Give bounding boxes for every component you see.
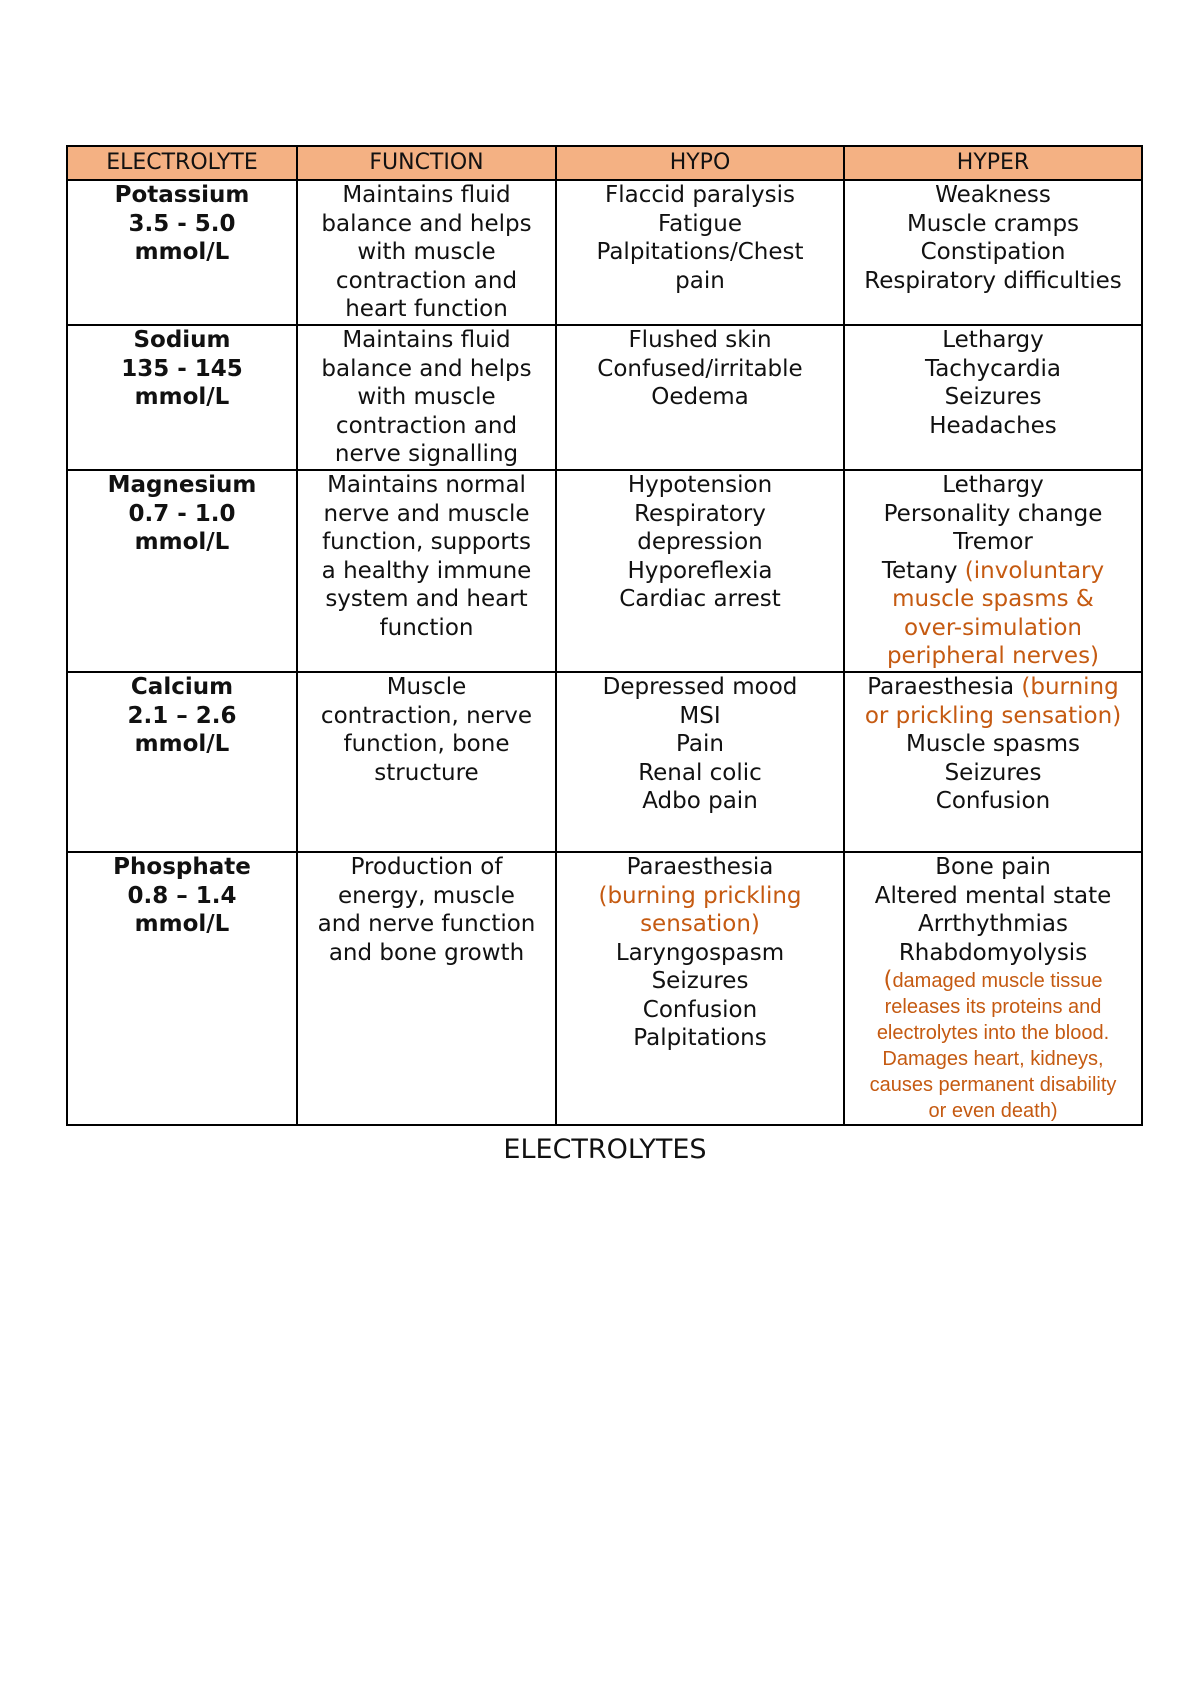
hypo-symptom: Palpitations/Chest: [596, 239, 804, 265]
function-line: structure: [374, 759, 479, 786]
function-line: system and heart: [325, 586, 528, 612]
hyper-symptom: Paraesthesia: [867, 674, 1015, 700]
function-cell: [297, 180, 556, 325]
table-header-row: [67, 146, 1142, 180]
table-row: [67, 180, 1142, 325]
table-row: [67, 852, 1142, 1125]
electrolyte-name: Phosphate: [113, 854, 251, 880]
electrolyte-unit: mmol/L: [134, 529, 230, 555]
hyper-symptom: Tetany: [881, 557, 958, 584]
hyper-symptom: Seizures: [944, 384, 1042, 410]
function-line: balance and helps: [321, 355, 532, 382]
hyper-symptom: Tremor: [953, 529, 1033, 555]
hyper-symptom: Lethargy: [942, 327, 1044, 353]
hypo-symptom: Flushed skin: [628, 327, 772, 353]
hyper-cell: [844, 672, 1142, 852]
electrolyte-cell: [67, 325, 297, 470]
function-cell: [297, 325, 556, 470]
electrolyte-unit: mmol/L: [134, 239, 230, 265]
hypo-cell: [556, 470, 844, 672]
function-cell: [297, 672, 556, 852]
hypo-symptom: Seizures: [651, 968, 749, 994]
hyper-note: or even death): [928, 1100, 1058, 1122]
electrolyte-name: Magnesium: [107, 472, 257, 498]
function-cell: [297, 852, 556, 1125]
hyper-symptom: Headaches: [929, 412, 1057, 439]
hypo-cell: [556, 325, 844, 470]
function-line: nerve signalling: [334, 441, 519, 467]
hyper-symptom: Altered mental state: [874, 882, 1112, 909]
hypo-symptom: MSI: [679, 702, 721, 729]
hyper-symptom-with-note: [849, 673, 1137, 702]
function-line: nerve and muscle: [323, 500, 530, 527]
function-line: function: [379, 614, 474, 641]
hyper-note: (involuntary: [964, 557, 1105, 584]
electrolyte-cell: [67, 672, 297, 852]
function-line: heart function: [345, 296, 508, 322]
hypo-cell: [556, 852, 844, 1125]
electrolyte-range: 3.5 - 5.0: [128, 210, 236, 237]
hyper-note: electrolytes into the blood.: [876, 1022, 1110, 1044]
function-line: Muscle: [386, 674, 467, 700]
electrolyte-cell: [67, 470, 297, 672]
function-line: balance and helps: [321, 210, 532, 237]
hyper-symptom: Muscle cramps: [906, 210, 1080, 237]
hyper-note-paren: (: [883, 967, 893, 993]
function-line: and nerve function: [317, 911, 536, 937]
hyper-symptom: Respiratory difficulties: [864, 267, 1122, 294]
function-line: with muscle: [357, 239, 496, 265]
electrolyte-name: Calcium: [130, 674, 234, 700]
hyper-symptom: Weakness: [935, 182, 1051, 208]
hyper-symptom: Lethargy: [942, 472, 1044, 498]
hyper-symptom: Muscle spasms: [906, 731, 1080, 757]
header-function: FUNCTION: [297, 146, 556, 180]
hyper-symptom: Bone pain: [935, 854, 1051, 880]
hyper-note: damaged muscle tissue: [892, 970, 1103, 992]
hyper-note: releases its proteins and: [884, 996, 1102, 1018]
hypo-symptom: Palpitations: [633, 1025, 767, 1051]
hypo-symptom: pain: [675, 267, 725, 294]
header-hypo: HYPO: [556, 146, 844, 180]
function-line: Maintains normal: [327, 472, 526, 498]
hypo-cell: [556, 180, 844, 325]
hypo-symptom: Renal colic: [638, 759, 762, 786]
hyper-note: muscle spasms &: [892, 586, 1094, 612]
table-row: [67, 325, 1142, 470]
hyper-note-line: [849, 967, 1137, 994]
electrolyte-name: Sodium: [133, 327, 231, 353]
hyper-cell: [844, 470, 1142, 672]
hypo-symptom: Respiratory: [634, 500, 766, 527]
electrolyte-range: 0.8 – 1.4: [127, 882, 237, 909]
hypo-symptom: Depressed mood: [602, 674, 798, 700]
electrolyte-range: 0.7 - 1.0: [128, 500, 236, 527]
electrolyte-range: 135 - 145: [121, 355, 243, 382]
electrolyte-cell: [67, 852, 297, 1125]
hypo-symptom: Hyporeflexia: [627, 557, 773, 584]
hypo-symptom: Paraesthesia: [626, 854, 774, 880]
hyper-note: (burning: [1021, 674, 1119, 700]
table-row: [67, 470, 1142, 672]
hypo-symptom: Confusion: [642, 996, 758, 1023]
hypo-symptom: Fatigue: [658, 210, 742, 237]
hypo-symptom: Cardiac arrest: [619, 586, 781, 612]
function-line: function, supports: [322, 529, 531, 555]
hyper-symptom-with-note: [849, 557, 1137, 586]
electrolyte-unit: mmol/L: [134, 911, 230, 937]
header-hyper: HYPER: [844, 146, 1142, 180]
document-caption: ELECTROLYTES: [503, 1134, 707, 1165]
hyper-symptom: Confusion: [935, 788, 1051, 814]
hypo-symptom: Pain: [676, 731, 724, 757]
hyper-cell: [844, 325, 1142, 470]
electrolyte-range: 2.1 – 2.6: [127, 702, 237, 729]
hypo-symptom: Laryngospasm: [615, 939, 785, 966]
hyper-symptom: Rhabdomyolysis: [898, 939, 1088, 966]
hypo-symptom: Oedema: [651, 384, 749, 410]
function-line: contraction and: [335, 412, 518, 439]
electrolyte-unit: mmol/L: [134, 731, 230, 757]
function-line: Production of: [350, 854, 503, 880]
hyper-symptom: Arrthythmias: [918, 911, 1068, 937]
function-line: Maintains fluid: [342, 182, 511, 208]
hypo-symptom: Adbo pain: [642, 788, 758, 814]
hypo-note: (burning prickling: [598, 882, 802, 909]
function-line: Maintains fluid: [342, 327, 511, 353]
hyper-symptom: Constipation: [920, 239, 1066, 265]
hyper-symptom: Tachycardia: [924, 355, 1062, 382]
hyper-note: Damages heart, kidneys,: [882, 1048, 1104, 1070]
hyper-note: over-simulation: [903, 614, 1082, 641]
hypo-symptom: Flaccid paralysis: [605, 182, 795, 208]
hyper-symptom: Seizures: [944, 759, 1042, 786]
function-line: energy, muscle: [338, 882, 515, 909]
function-cell: [297, 470, 556, 672]
function-line: with muscle: [357, 384, 496, 410]
hyper-note: causes permanent disability: [869, 1074, 1117, 1096]
header-electrolyte: ELECTROLYTE: [67, 146, 297, 180]
function-line: contraction, nerve: [320, 702, 533, 729]
hypo-cell: [556, 672, 844, 852]
hyper-note: or prickling sensation): [864, 702, 1122, 729]
hyper-note: peripheral nerves): [886, 643, 1100, 669]
function-line: and bone growth: [328, 939, 525, 966]
hypo-symptom: Confused/irritable: [597, 355, 803, 382]
hypo-symptom: Hypotension: [627, 472, 773, 498]
function-line: a healthy immune: [321, 557, 532, 584]
electrolyte-unit: mmol/L: [134, 384, 230, 410]
hyper-symptom: Personality change: [883, 500, 1103, 527]
hyper-cell: [844, 852, 1142, 1125]
table-row: [67, 672, 1142, 852]
electrolytes-table: [66, 145, 1143, 1126]
hypo-note: sensation): [640, 911, 760, 937]
electrolyte-name: Potassium: [114, 182, 250, 208]
function-line: contraction and: [335, 267, 518, 294]
hypo-symptom: depression: [637, 529, 763, 555]
hyper-cell: [844, 180, 1142, 325]
electrolyte-cell: [67, 180, 297, 325]
function-line: function, bone: [343, 731, 510, 757]
